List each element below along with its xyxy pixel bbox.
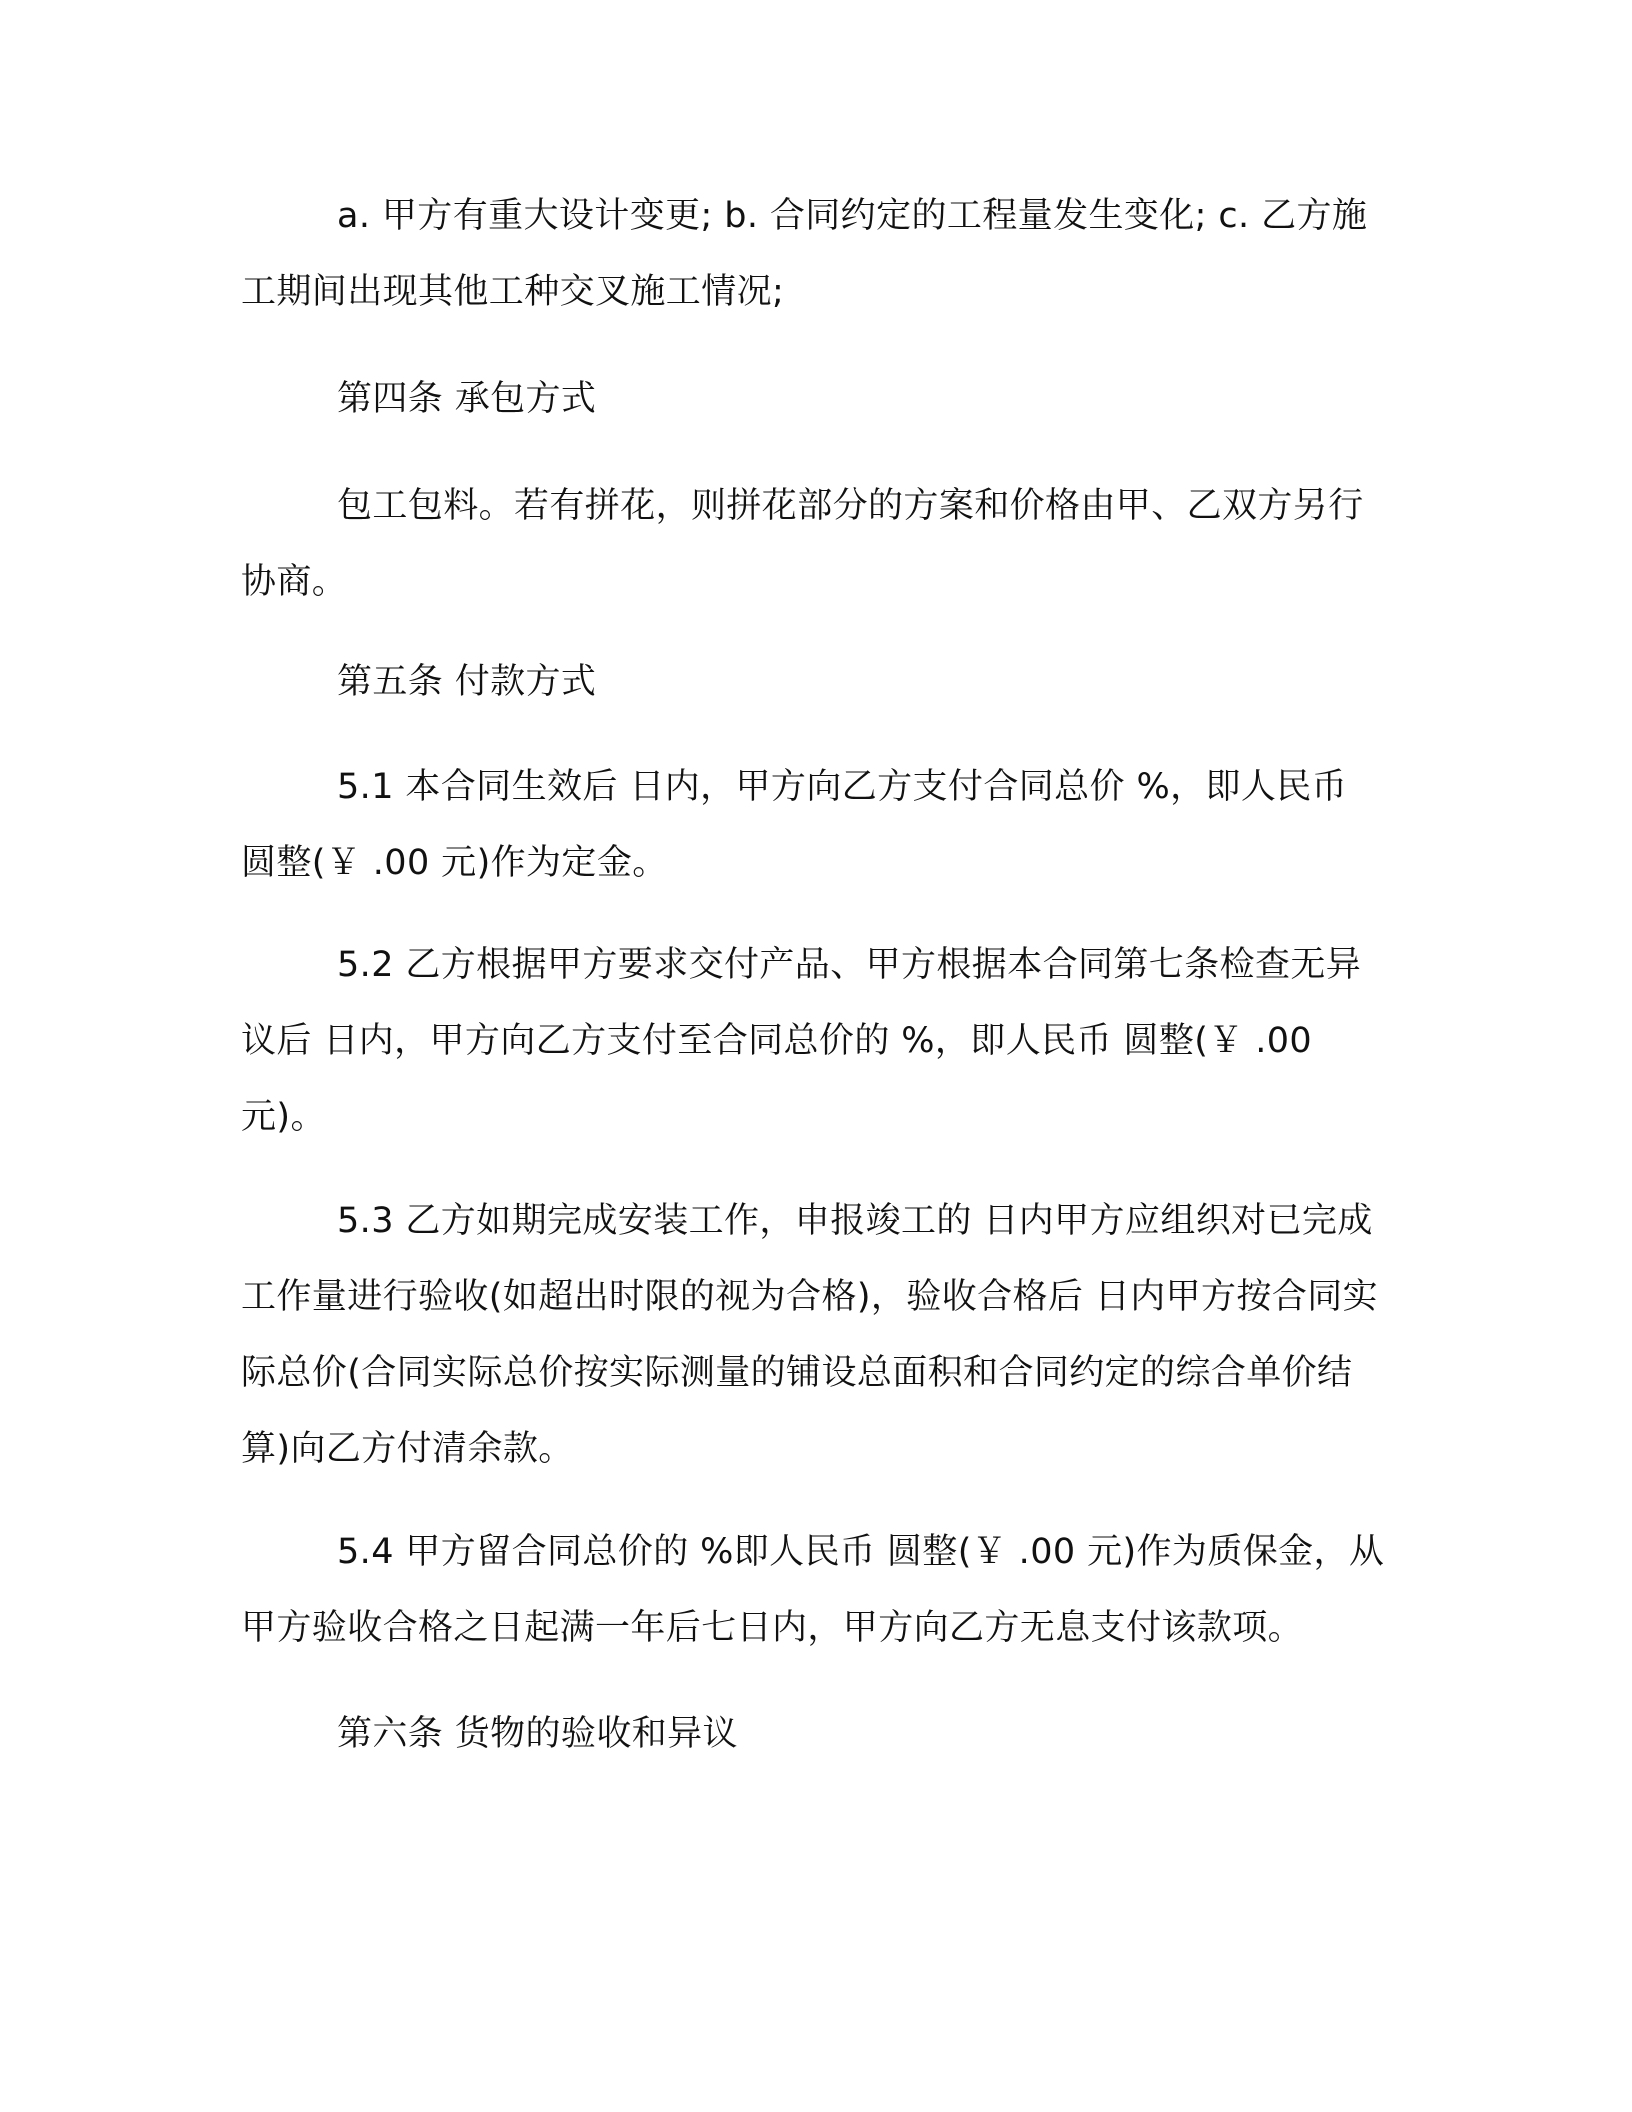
article-4-heading: 第四条 承包方式 xyxy=(337,379,597,419)
clause-5-1-text: 5.1 本合同生效后 日内，甲方向乙方支付合同总价 %，即人民币 圆整(￥ .00 元)作为定金。 xyxy=(241,767,1348,883)
clause-5-4-text: 5.4 甲方留合同总价的 %即人民币 圆整(￥ .00 元)作为质保金，从甲方验收合格之日起满一年后七日内，甲方向乙方无息支付该款项。 xyxy=(241,1532,1385,1648)
article-4-text: 包工包料。若有拼花，则拼花部分的方案和价格由甲、乙双方另行协商。 xyxy=(241,486,1364,602)
article-5-heading: 第五条 付款方式 xyxy=(337,662,597,702)
clause-5-3-text: 5.3 乙方如期完成安装工作，申报竣工的 日内甲方应组织对已完成工作量进行验收(如超出时限的视为合格)，验收合格后 日内甲方按合同实际总价(合同实际总价按实际测量的铺设总面积和合同约定的综合单价结算)向乙方付清余款。 xyxy=(241,1201,1379,1469)
article-6-heading: 第六条 货物的验收和异议 xyxy=(337,1714,738,1754)
clause-5-2-text: 5.2 乙方根据甲方要求交付产品、甲方根据本合同第七条检查无异议后 日内，甲方向乙方支付至合同总价的 %，即人民币 圆整(￥ .00 元)。 xyxy=(241,945,1362,1137)
clause-3-conditions-text: a. 甲方有重大设计变更; b. 合同约定的工程量发生变化; c. 乙方施工期间出现其他工种交叉施工情况; xyxy=(241,196,1368,312)
